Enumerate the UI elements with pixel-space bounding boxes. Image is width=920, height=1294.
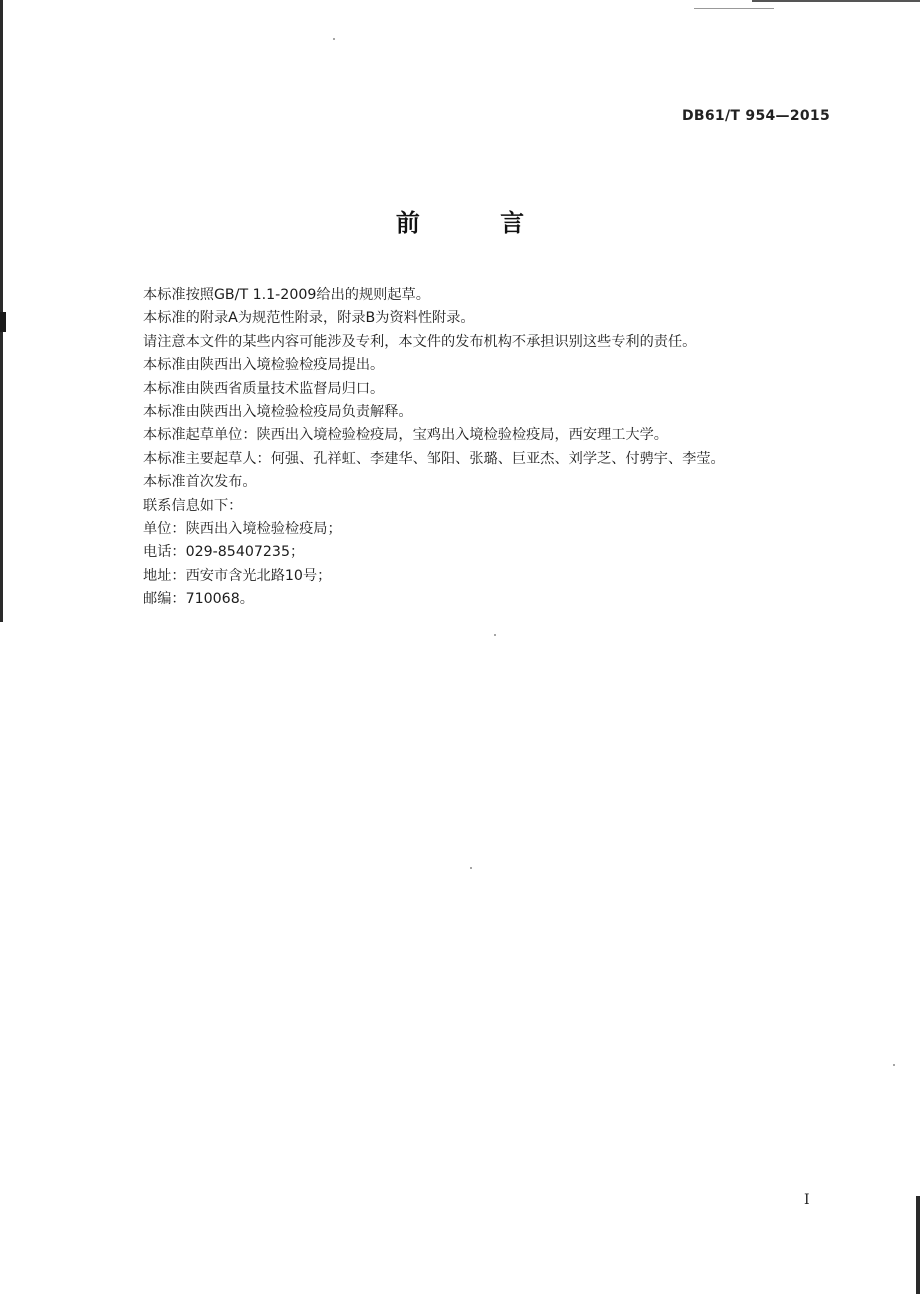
scan-edge-notch — [0, 312, 6, 332]
scan-edge-left — [0, 0, 3, 622]
scan-speck — [470, 867, 472, 869]
foreword-paragraph: 本标准的附录A为规范性附录，附录B为资料性附录。 — [143, 310, 475, 327]
contact-address: 地址：西安市含光北路10号； — [143, 567, 332, 584]
scan-speck — [333, 38, 335, 40]
foreword-paragraph: 请注意本文件的某些内容可能涉及专利，本文件的发布机构不承担识别这些专利的责任。 — [143, 333, 697, 350]
scan-edge-right — [916, 1196, 920, 1294]
foreword-body — [143, 284, 823, 611]
contact-unit: 单位：陕西出入境检验检疫局； — [143, 520, 342, 537]
foreword-paragraph: 本标准由陕西出入境检验检疫局提出。 — [143, 357, 385, 374]
page-number: I — [804, 1192, 810, 1208]
contact-postcode: 邮编：710068。 — [143, 591, 254, 608]
scan-speck — [494, 634, 496, 636]
foreword-paragraph: 本标准由陕西省质量技术监督局归口。 — [143, 380, 385, 397]
foreword-paragraph: 本标准按照GB/T 1.1-2009给出的规则起草。 — [143, 287, 430, 303]
contact-phone: 电话：029-85407235； — [143, 544, 305, 561]
scan-edge-top-faint — [694, 8, 774, 9]
scan-edge-top — [752, 0, 920, 2]
scan-speck — [893, 1064, 895, 1066]
foreword-paragraph: 本标准主要起草人：何强、孔祥虹、李建华、邹阳、张璐、巨亚杰、刘学芝、付骋宇、李莹。 — [143, 450, 725, 467]
section-title: 前 言 — [395, 208, 561, 237]
foreword-paragraph: 本标准首次发布。 — [143, 474, 257, 491]
document-code: DB61/T 954—2015 — [682, 108, 830, 124]
foreword-paragraph: 本标准由陕西出入境检验检疫局负责解释。 — [143, 403, 413, 420]
contact-heading: 联系信息如下： — [143, 497, 243, 514]
foreword-paragraph: 本标准起草单位：陕西出入境检验检疫局，宝鸡出入境检验检疫局，西安理工大学。 — [143, 427, 668, 444]
